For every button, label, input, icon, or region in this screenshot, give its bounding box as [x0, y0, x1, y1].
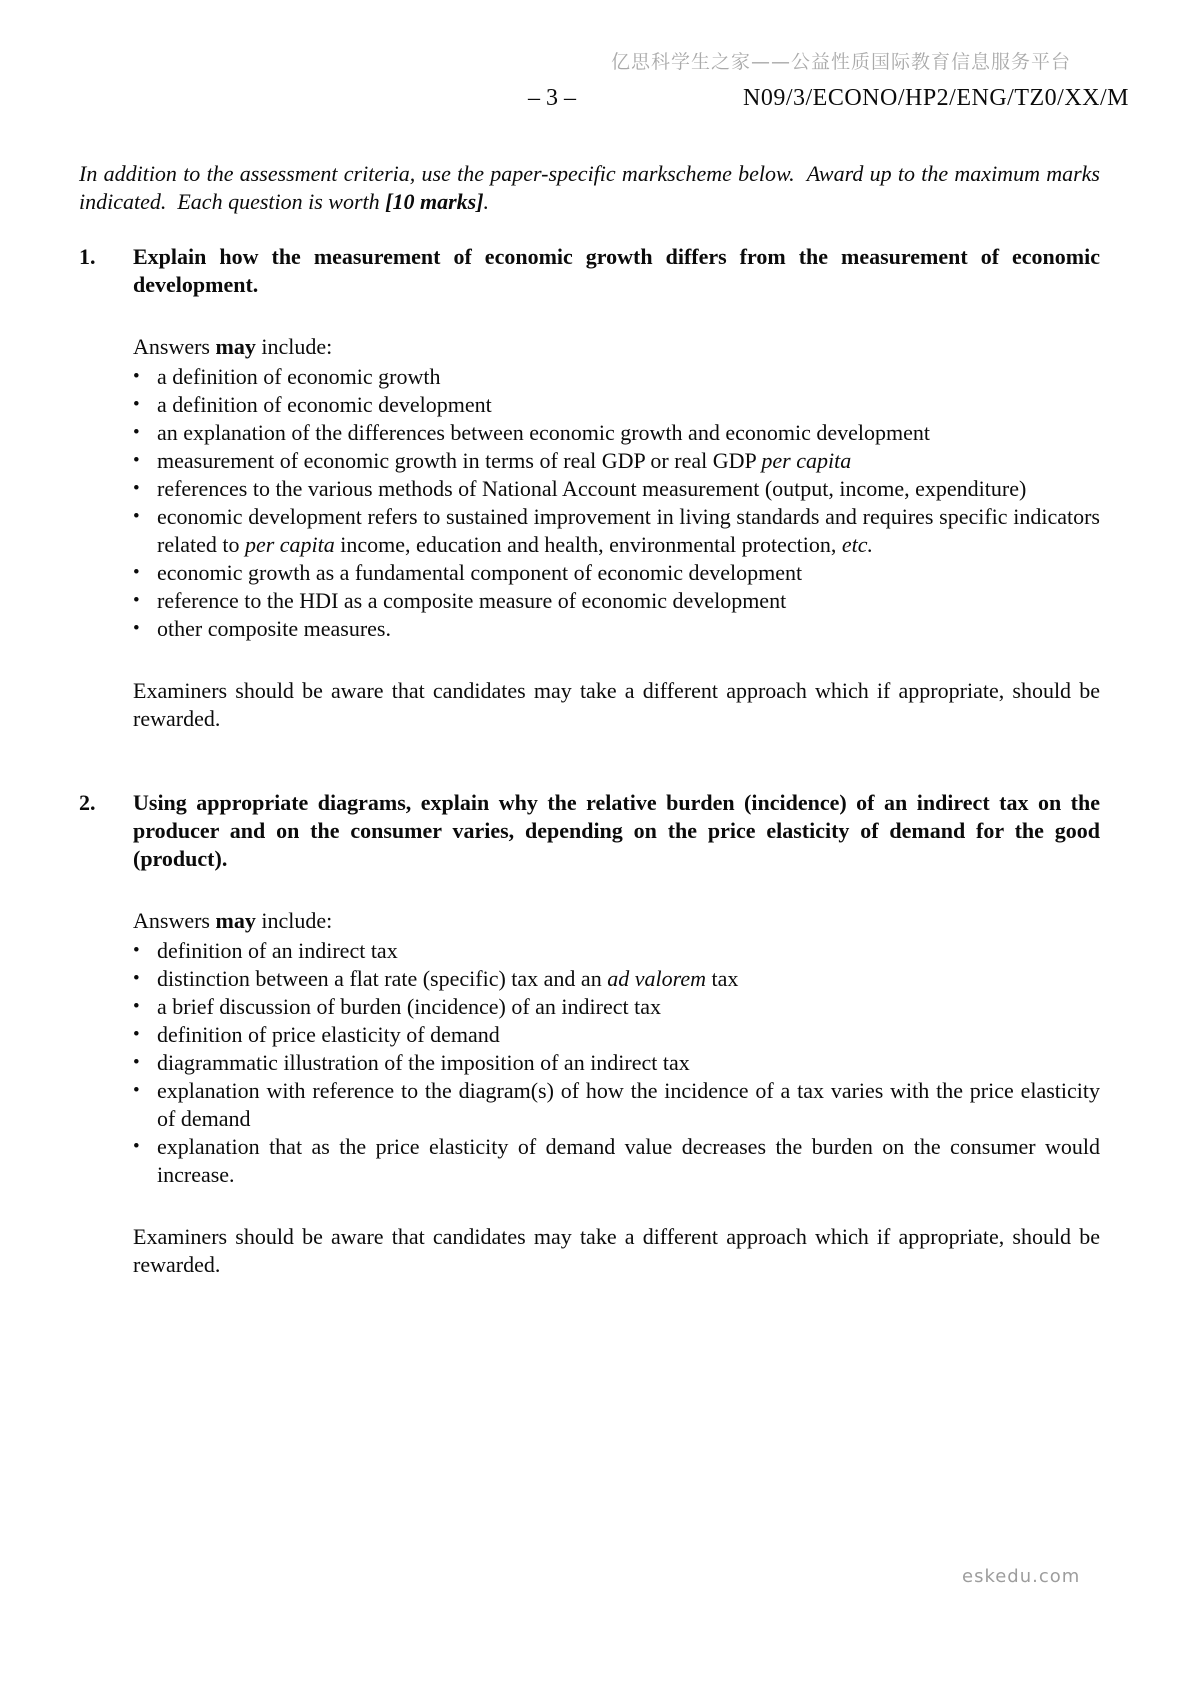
bullet-icon: •	[133, 1136, 140, 1157]
question-1-section	[79, 243, 1100, 733]
bullet-item	[133, 391, 1100, 419]
answers-heading: Answers may include:	[133, 334, 333, 359]
bullet-item	[133, 615, 1100, 643]
bullet-text: reference to the HDI as a composite measure of economic development	[157, 588, 787, 613]
bullet-icon: •	[133, 422, 140, 443]
bullet-icon: •	[133, 1024, 140, 1045]
bullet-icon: •	[133, 618, 140, 639]
document-body	[79, 0, 1100, 1279]
bullet-text: distinction between a flat rate (specific) tax and an ad valorem tax	[157, 966, 739, 991]
bullet-text: a definition of economic development	[157, 392, 492, 417]
bullet-item	[133, 993, 1100, 1021]
footer-watermark: eskedu.com	[962, 1566, 1081, 1587]
bullet-text: economic development refers to sustained improvement in living standards and requires specific indicators related to per capita income, education and health, environmental protection, etc.	[157, 504, 1100, 557]
question-2-section	[79, 789, 1100, 1279]
bullet-item	[133, 1049, 1100, 1077]
bullet-icon: •	[133, 968, 140, 989]
bullet-item	[133, 559, 1100, 587]
bullet-icon: •	[133, 478, 140, 499]
bullet-item	[133, 503, 1100, 559]
bullet-icon: •	[133, 366, 140, 387]
header-watermark: 亿思科学生之家——公益性质国际教育信息服务平台	[610, 51, 1071, 73]
question-2	[79, 789, 1100, 873]
bullet-item	[133, 1021, 1100, 1049]
bullet-icon: •	[133, 394, 140, 415]
bullet-icon: •	[133, 450, 140, 471]
bullet-list	[133, 363, 1100, 643]
bullet-item	[133, 475, 1100, 503]
bullet-icon: •	[133, 940, 140, 961]
question-1	[79, 243, 1100, 299]
bullet-text: an explanation of the differences between economic growth and economic development	[157, 420, 930, 445]
bullet-item	[133, 587, 1100, 615]
examiner-note: Examiners should be aware that candidates may take a different approach which if appropriate, should be rewarded.	[133, 1224, 1100, 1277]
bullet-text: references to the various methods of National Account measurement (output, income, expenditure)	[157, 476, 1027, 501]
question-2-text: Using appropriate diagrams, explain why the relative burden (incidence) of an indirect tax on the producer and on the consumer varies, depending on the price elasticity of demand for the good (product).	[133, 790, 1100, 871]
bullet-item	[133, 1133, 1100, 1189]
bullet-item	[133, 419, 1100, 447]
answers-heading: Answers may include:	[133, 908, 333, 933]
bullet-text: definition of price elasticity of demand	[157, 1022, 500, 1047]
bullet-icon: •	[133, 996, 140, 1017]
question-2-answers	[133, 907, 1100, 1279]
examiner-note: Examiners should be aware that candidates may take a different approach which if appropriate, should be rewarded.	[133, 678, 1100, 731]
bullet-item	[133, 363, 1100, 391]
bullet-icon: •	[133, 1052, 140, 1073]
bullet-icon: •	[133, 1080, 140, 1101]
question-1-answers	[133, 333, 1100, 733]
bullet-item	[133, 1077, 1100, 1133]
bullet-text: a definition of economic growth	[157, 364, 441, 389]
page-number: – 3 –	[528, 85, 576, 111]
question-2-number: 2.	[79, 790, 96, 815]
bullet-text: measurement of economic growth in terms of real GDP or real GDP per capita	[157, 448, 852, 473]
bullet-text: other composite measures.	[157, 616, 391, 641]
paper-code: N09/3/ECONO/HP2/ENG/TZ0/XX/M	[743, 85, 1129, 111]
bullet-icon: •	[133, 562, 140, 583]
question-1-number: 1.	[79, 244, 96, 269]
bullet-list	[133, 937, 1100, 1189]
bullet-item	[133, 937, 1100, 965]
bullet-text: diagrammatic illustration of the imposition of an indirect tax	[157, 1050, 690, 1075]
bullet-text: explanation that as the price elasticity of demand value decreases the burden on the consumer would increase.	[157, 1134, 1100, 1187]
question-1-text: Explain how the measurement of economic growth differs from the measurement of economic development.	[133, 244, 1100, 297]
intro-paragraph: In addition to the assessment criteria, use the paper-specific markscheme below. Award up to the maximum marks indicated. Each question is worth [10 marks].	[79, 161, 1100, 214]
bullet-text: economic growth as a fundamental component of economic development	[157, 560, 803, 585]
bullet-item	[133, 965, 1100, 993]
bullet-icon: •	[133, 506, 140, 527]
bullet-text: a brief discussion of burden (incidence) of an indirect tax	[157, 994, 661, 1019]
bullet-text: definition of an indirect tax	[157, 938, 398, 963]
bullet-icon: •	[133, 590, 140, 611]
bullet-text: explanation with reference to the diagram(s) of how the incidence of a tax varies with the price elasticity of demand	[157, 1078, 1100, 1131]
bullet-item	[133, 447, 1100, 475]
